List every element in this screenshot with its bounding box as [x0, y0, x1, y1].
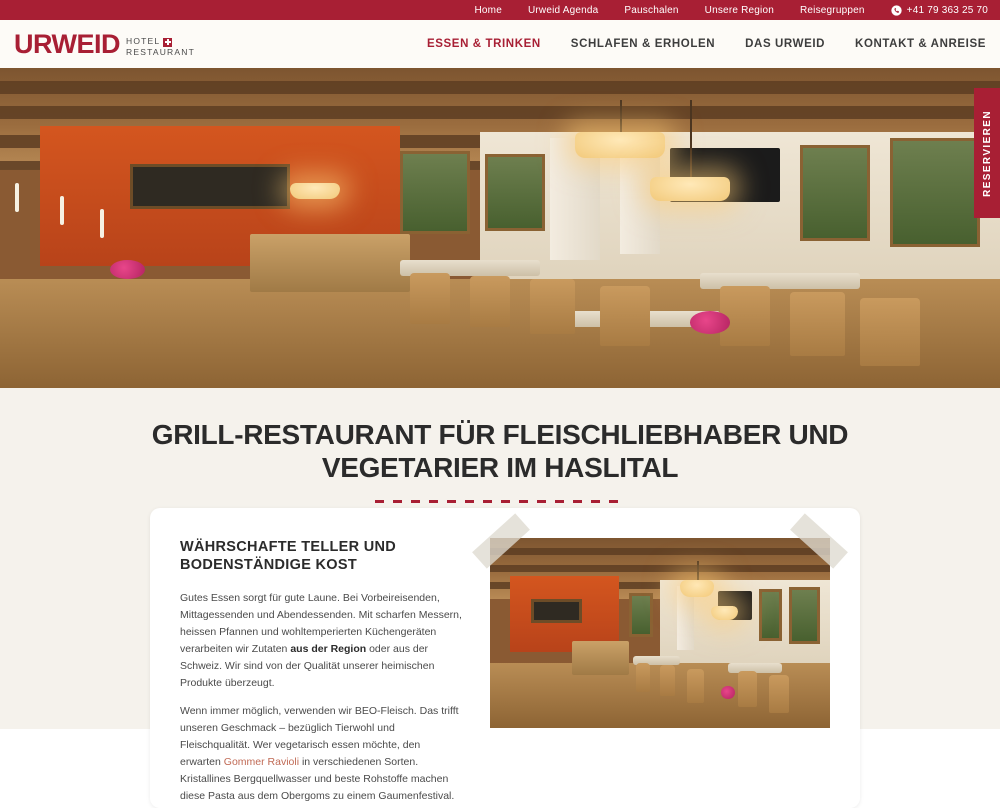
site-header [0, 20, 1000, 68]
phone-link[interactable] [891, 5, 988, 16]
phone-icon [891, 5, 902, 16]
page-title-section [0, 388, 1000, 508]
content-section [0, 508, 1000, 802]
mainnav-kontakt-anreise[interactable]: KONTAKT & ANREISE [855, 38, 986, 50]
intro-card-photo-frame [490, 538, 830, 728]
intro-paragraph-2 [180, 703, 464, 805]
topnav-home[interactable]: Home [474, 4, 502, 16]
phone-number: +41 79 363 25 70 [906, 4, 988, 16]
intro-paragraph-1-part-b: oder aus der Schweiz. Wir sind von der Qualität unserer heimischen Produkte überzeugt. [180, 643, 435, 689]
page-title-line1: GRILL-RESTAURANT FÜR FLEISCHLIEBHABER UND [151, 419, 849, 450]
intro-card-heading-line2: BODENSTÄNDIGE KOST [180, 557, 357, 573]
topnav-agenda[interactable]: Urweid Agenda [527, 4, 599, 16]
logo-subtitle-line1: HOTEL [126, 36, 161, 47]
intro-paragraph-1-part-a: Gutes Essen sorgt für gute Laune. Bei Vorbeireisenden, Mittagessenden und Abendessenden. Mit scharfen Messern, heissen Pfannen und wohltemperierten Küchengeräten verarbeiten wir Zutaten [180, 592, 462, 655]
intro-card-heading-line1: WÄHRSCHAFTE TELLER UND [180, 539, 397, 555]
main-navigation [427, 38, 988, 50]
page-title-line2: VEGETARIER IM HASLITAL [321, 452, 679, 483]
page-title [0, 418, 1000, 484]
hero-image [0, 68, 1000, 388]
intro-card-text [180, 538, 464, 802]
intro-card-heading [180, 538, 464, 574]
mainnav-schlafen-erholen[interactable]: SCHLAFEN & ERHOLEN [570, 38, 716, 50]
hero-banner [0, 68, 1000, 388]
intro-card [150, 508, 860, 808]
dashed-divider [375, 500, 625, 503]
utility-top-bar [0, 0, 1000, 20]
intro-paragraph-1 [180, 590, 464, 692]
intro-card-image [490, 538, 830, 728]
logo-subtitle-line2: RESTAURANT [126, 46, 196, 57]
logo-subtitle [126, 36, 195, 59]
topnav-pauschalen[interactable]: Pauschalen [624, 4, 679, 16]
reservieren-label: RESERVIEREN [981, 109, 993, 197]
topnav-region[interactable]: Unsere Region [704, 4, 774, 16]
intro-paragraph-1-bold: aus der Region [290, 643, 367, 655]
topnav-reisegruppen[interactable]: Reisegruppen [799, 4, 865, 16]
mainnav-das-urweid[interactable]: DAS URWEID [745, 38, 826, 50]
mainnav-essen-trinken[interactable]: ESSEN & TRINKEN [427, 38, 541, 50]
reservieren-tab-button[interactable] [974, 88, 1000, 218]
logo-wordmark: URWEID [14, 28, 121, 59]
swiss-cross-icon [163, 38, 172, 47]
intro-paragraph-2-part-b: in verschiedenen Sorten. Kristallines Bergquellwasser und beste Rohstoffe machen diese Pasta aus dem Obergoms zu einem Gaumenfestival. [180, 756, 455, 802]
logo[interactable] [14, 29, 195, 60]
intro-paragraph-2-part-a: Wenn immer möglich, verwenden wir BEO-Fleisch. Das trifft unseren Geschmack – bezüglich Tierwohl und Fleischqualität. Wer vegetarisch essen möchte, den erwarten [180, 705, 459, 768]
gommer-ravioli-link[interactable]: Gommer Ravioli [223, 756, 300, 768]
